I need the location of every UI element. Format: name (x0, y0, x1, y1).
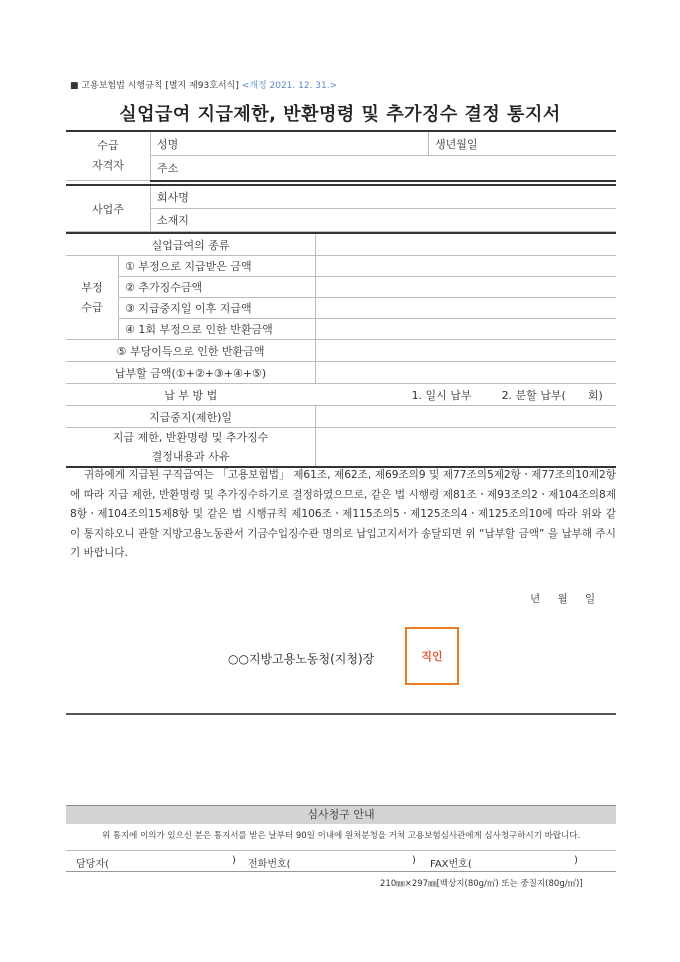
employer-label: 사업주 (66, 185, 151, 232)
item1-label: ① 부정으로 지급받은 금액 (119, 256, 316, 277)
divider (66, 713, 616, 715)
notice-body (70, 466, 616, 564)
address-label: 주소 (157, 161, 179, 175)
item2-label: ② 추가징수금액 (119, 277, 316, 298)
recipient-table (66, 130, 616, 182)
item3-value[interactable] (316, 298, 616, 319)
manager-label: 담당자( (76, 859, 109, 870)
location-field[interactable] (151, 209, 617, 232)
form-number: ■ 고용보험법 시행규칙 [별지 제93호서식] (70, 81, 239, 91)
name-label: 성명 (157, 137, 179, 151)
reason-label-line1: 지급 제한, 반환명령 및 추가징수 (112, 431, 269, 444)
reason-value[interactable] (316, 428, 616, 468)
installment-label: 2. 분할 납부( (501, 388, 566, 402)
manager-close: ) (232, 855, 236, 866)
item5-value[interactable] (316, 340, 616, 362)
item4-value[interactable] (316, 319, 616, 340)
item2-value[interactable] (316, 277, 616, 298)
suspension-date-label: 지급중지(제한)일 (66, 406, 316, 428)
phone-label: 전화번호( (248, 859, 291, 870)
name-field[interactable] (151, 131, 429, 156)
company-field[interactable] (151, 185, 617, 209)
fax-close: ) (574, 855, 578, 866)
item1-value[interactable] (316, 256, 616, 277)
phone-close: ) (412, 855, 416, 866)
appeal-title: 심사청구 안내 (66, 805, 616, 824)
revision-date: <개정 2021. 12. 31.> (241, 81, 338, 91)
total-value[interactable] (316, 362, 616, 384)
details-table (66, 232, 616, 468)
page-title: 실업급여 지급제한, 반환명령 및 추가징수 결정 통지서 (119, 104, 561, 125)
birth-field[interactable] (429, 131, 617, 156)
issuing-office: ○○지방고용노동청(지청)장 (228, 652, 375, 666)
installment-suffix: 회) (587, 388, 603, 402)
item4-label: ④ 1회 부정으로 인한 반환금액 (119, 319, 316, 340)
total-label: 납부할 금액(①+②+③+④+⑤) (66, 362, 316, 384)
form-header (70, 78, 337, 91)
item3-label: ③ 지급중지일 이후 지급액 (119, 298, 316, 319)
payment-option-installment[interactable] (488, 384, 616, 406)
item5-label: ⑤ 부당이득으로 인한 반환금액 (66, 340, 316, 362)
company-label: 회사명 (157, 191, 189, 204)
appeal-text: 위 통지에 이의가 있으신 분은 통지서를 받은 날부터 90일 이내에 원처분청을 거쳐 고용보험심사관에게 심사청구하시기 바랍니다. (101, 831, 581, 841)
recipient-label-line2: 자격자 (92, 159, 124, 172)
fax-label: FAX번호( (430, 859, 472, 870)
payment-method-label: 납 부 방 법 (66, 384, 316, 406)
birth-label: 생년월일 (435, 137, 478, 151)
suspension-date-value[interactable] (316, 406, 616, 428)
paper-spec: 210㎜×297㎜[백상지(80g/㎡) 또는 중질지(80g/㎡)] (380, 879, 583, 889)
fraud-label-line2: 수급 (81, 300, 103, 314)
contact-row (66, 850, 616, 872)
benefit-type-value[interactable] (316, 233, 616, 256)
date-line: 년 월 일 (530, 593, 596, 605)
recipient-label-line1: 수급 (97, 139, 119, 152)
notice-body-text: 귀하에게 지급된 구직급여는 「고용보험법」 제61조, 제62조, 제69조의9 및 제77조의5제2항ㆍ제77조의10제2항에 따라 지급 제한, 반환명령 및 추가징수하기로 결정하였으므로, 같은 법 시행령 제81조ㆍ제93조의2ㆍ제104조의8제8항ㆍ제104조의15제8항 및 같은 법 시행규칙 제106조ㆍ제115조의5ㆍ제125조의4ㆍ제125조의10에 따라 위와 같이 통지하오니 관할 지방고용노동관서 기금수입징수관 명의로 납입고지서가 송달되면 위 “납부할 금액” 을 납부해 주시기 바랍니다. (70, 469, 616, 559)
address-field[interactable] (151, 156, 617, 181)
benefit-type-label: 실업급여의 종류 (66, 233, 316, 256)
reason-label-line2: 결정내용과 사유 (151, 450, 230, 463)
official-seal: 직인 (405, 627, 459, 685)
recipient-label-cell (66, 131, 151, 181)
payment-option-lump-sum[interactable]: 1. 일시 납부 (316, 384, 488, 406)
employer-table (66, 184, 616, 232)
fraud-label-cell (66, 256, 119, 340)
fraud-label-line1: 부정 (81, 280, 103, 294)
location-label: 소재지 (157, 214, 189, 227)
reason-label-cell (66, 428, 316, 468)
